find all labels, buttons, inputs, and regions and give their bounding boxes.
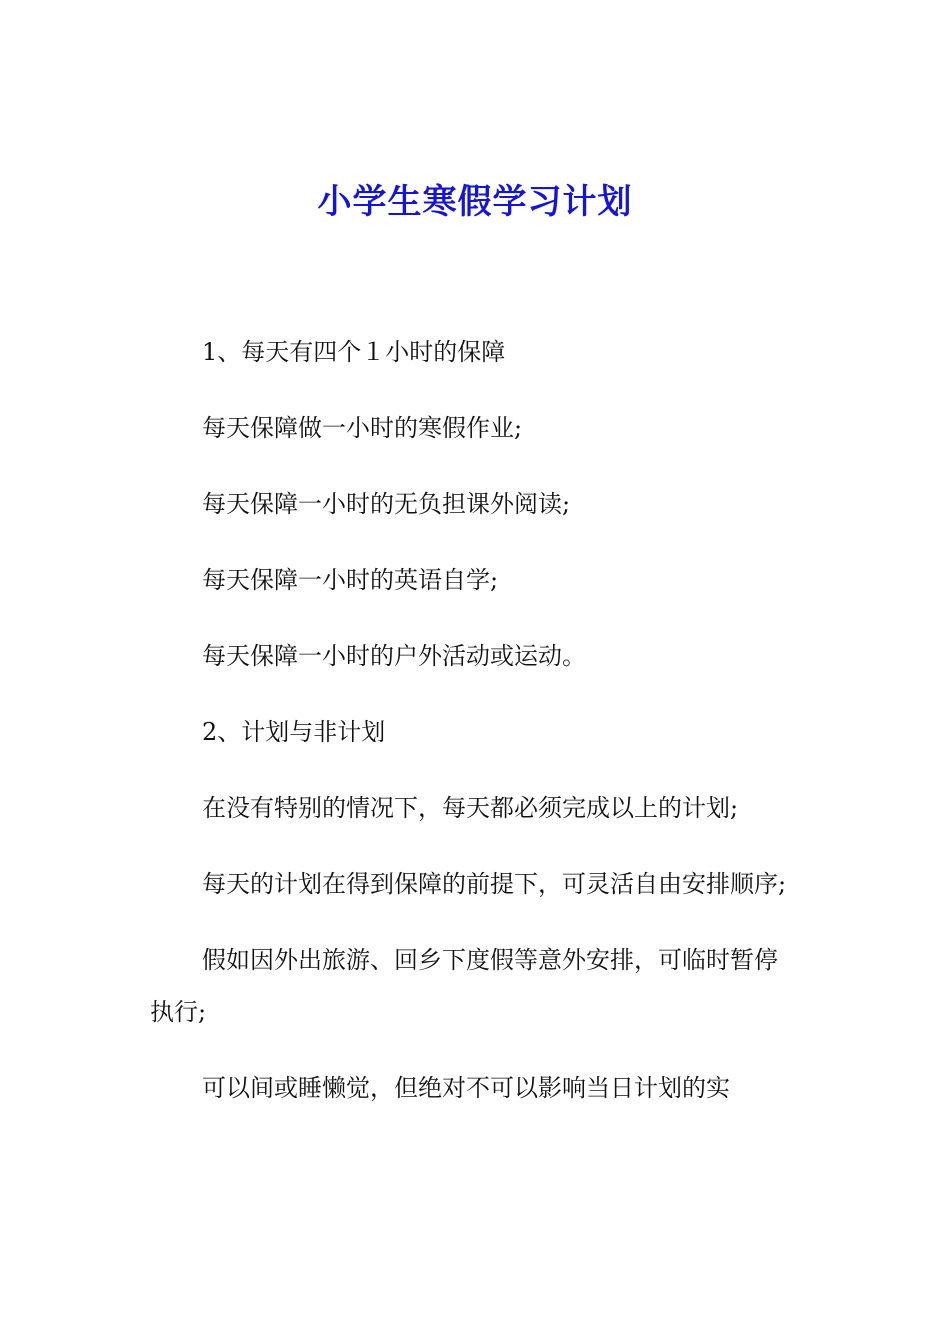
paragraph: 可以间或睡懒觉，但绝对不可以影响当日计划的实 bbox=[202, 1074, 730, 1102]
paragraph: 在没有特别的情况下，每天都必须完成以上的计划; bbox=[202, 794, 739, 822]
paragraph: 每天保障做一小时的寒假作业; bbox=[202, 414, 523, 442]
section-heading-2: 2、计划与非计划 bbox=[202, 718, 386, 746]
paragraph: 假如因外出旅游、回乡下度假等意外安排，可临时暂停执行; bbox=[150, 946, 778, 1026]
paragraph: 每天保障一小时的户外活动或运动。 bbox=[202, 642, 586, 670]
paragraph: 每天保障一小时的无负担课外阅读; bbox=[202, 490, 571, 518]
paragraph: 每天保障一小时的英语自学; bbox=[202, 566, 499, 594]
paragraph: 每天的计划在得到保障的前提下，可灵活自由安排顺序; bbox=[202, 870, 787, 898]
document-body bbox=[150, 326, 800, 1138]
document-title: 小学生寒假学习计划 bbox=[317, 182, 633, 222]
section-heading-1: 1、每天有四个１小时的保障 bbox=[202, 338, 506, 366]
